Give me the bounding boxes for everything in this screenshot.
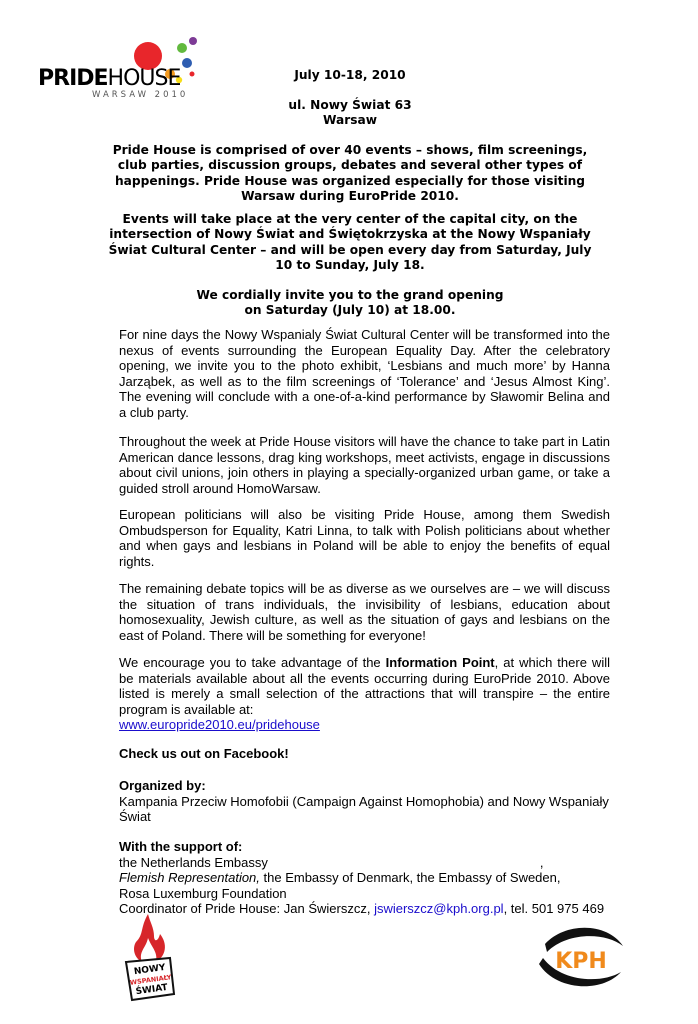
paragraph-politicians: European politicians will also be visiting Pride House, among them Swedish Ombudsperson for Equality, Katri Linna, to talk with Polish politicians about whether and when gays and lesbians in Poland will be able to enjoy the benefits of equal rights.: [119, 507, 610, 569]
invite-line-1: We cordially invite you to the grand opening: [196, 288, 504, 302]
paragraph-information-point: We encourage you to take advantage of the Information Point, at which there will be materials available about all the events occurring during EuroPride 2010. Above listed is merely a small selection of the attractions that will transpire – the entire program is available at: www.europride2010.eu/pridehouse: [119, 655, 610, 733]
flemish-representation: Flemish Representation,: [119, 870, 260, 886]
information-point-label: Information Point: [385, 655, 495, 670]
event-date: July 10-18, 2010: [294, 68, 406, 82]
nowy-logo-line-1: NOWY: [133, 962, 167, 978]
events-location-paragraph: Events will take place at the very center of the capital city, on the intersection of Nowy Świat and Świętokrzyska at the Nowy Wspaniały Świat Cultural Center – and will be open every day from Saturday, July 10 to Sunday, July 18.: [108, 212, 592, 273]
organized-by-text: Kampania Przeciw Homofobii (Campaign Against Homophobia) and Nowy Wspaniały Świat: [119, 793, 609, 825]
address-street: ul. Nowy Świat 63: [288, 98, 412, 112]
nowy-logo-line-2: WSPANIAŁY: [129, 973, 172, 987]
kph-logo-text: KPH: [555, 949, 607, 974]
logo-wordmark: PRIDEHOUSE: [38, 66, 181, 91]
program-link[interactable]: www.europride2010.eu/pridehouse: [119, 717, 320, 733]
nowy-logo-line-3: ŚWIAT: [135, 982, 169, 998]
support-line-embassies: Flemish Representation, the Embassy of Denmark, the Embassy of Sweden,: [119, 870, 561, 886]
organized-by-section: [119, 778, 629, 825]
intro-paragraph: Pride House is comprised of over 40 events – shows, film screenings, club parties, discussion groups, debates and several other types of happenings. Pride House was organized especially for those visiting Warsaw during EuroPride 2010.: [112, 143, 588, 204]
address-city: Warsaw: [323, 113, 377, 128]
grand-opening-invite: [110, 288, 590, 319]
paragraph-debate-topics: The remaining debate topics will be as diverse as we ourselves are – we will discuss the situation of trans individuals, the invisibility of lesbians, education about homosexuality, Jewish culture, as well as the situation of gays and lesbians on the east of Poland. There will be something for everyone!: [119, 581, 610, 643]
paragraph-week-activities: Throughout the week at Pride House visitors will have the chance to take part in Latin American dance lessons, drag king workshops, meet activists, engage in discussions about civil unions, join others in playing a specially-organized urban game, or take a guided stroll around HomoWarsaw.: [119, 434, 610, 496]
paragraph-opening-events: For nine days the Nowy Wspanialy Świat Cultural Center will be transformed into the nexus of events surrounding the European Equality Day. After the celebratory opening, we invite you to the photo exhibit, ‘Lesbians and much more’ by Hanna Jarząbek, as well as to the film screenings of ‘Tolerance’ and ‘Jesus Almost King’. The evening will conclude with a one-of-a-kind performance by Sławomir Belina and a club party.: [119, 327, 610, 420]
coordinator-line: Coordinator of Pride House: Jan Świerszcz, jswierszcz@kph.org.pl, tel. 501 975 469: [119, 901, 605, 917]
support-line-netherlands: the Netherlands Embassy ,: [119, 854, 544, 870]
kph-logo: [535, 924, 627, 992]
support-section: [119, 839, 629, 917]
facebook-callout: Check us out on Facebook!: [119, 746, 289, 761]
support-line-rosa-luxemburg: Rosa Luxemburg Foundation: [119, 885, 287, 901]
nowy-wspanialy-swiat-logo: [118, 908, 182, 1006]
support-heading: With the support of:: [119, 839, 243, 854]
event-address: [110, 98, 590, 129]
logo-city: WARSAW 2010: [92, 90, 189, 100]
organized-by-heading: Organized by:: [119, 778, 206, 793]
invite-line-2: on Saturday (July 10) at 18.00.: [244, 303, 456, 318]
coordinator-email-link[interactable]: jswierszcz@kph.org.pl: [374, 901, 504, 917]
